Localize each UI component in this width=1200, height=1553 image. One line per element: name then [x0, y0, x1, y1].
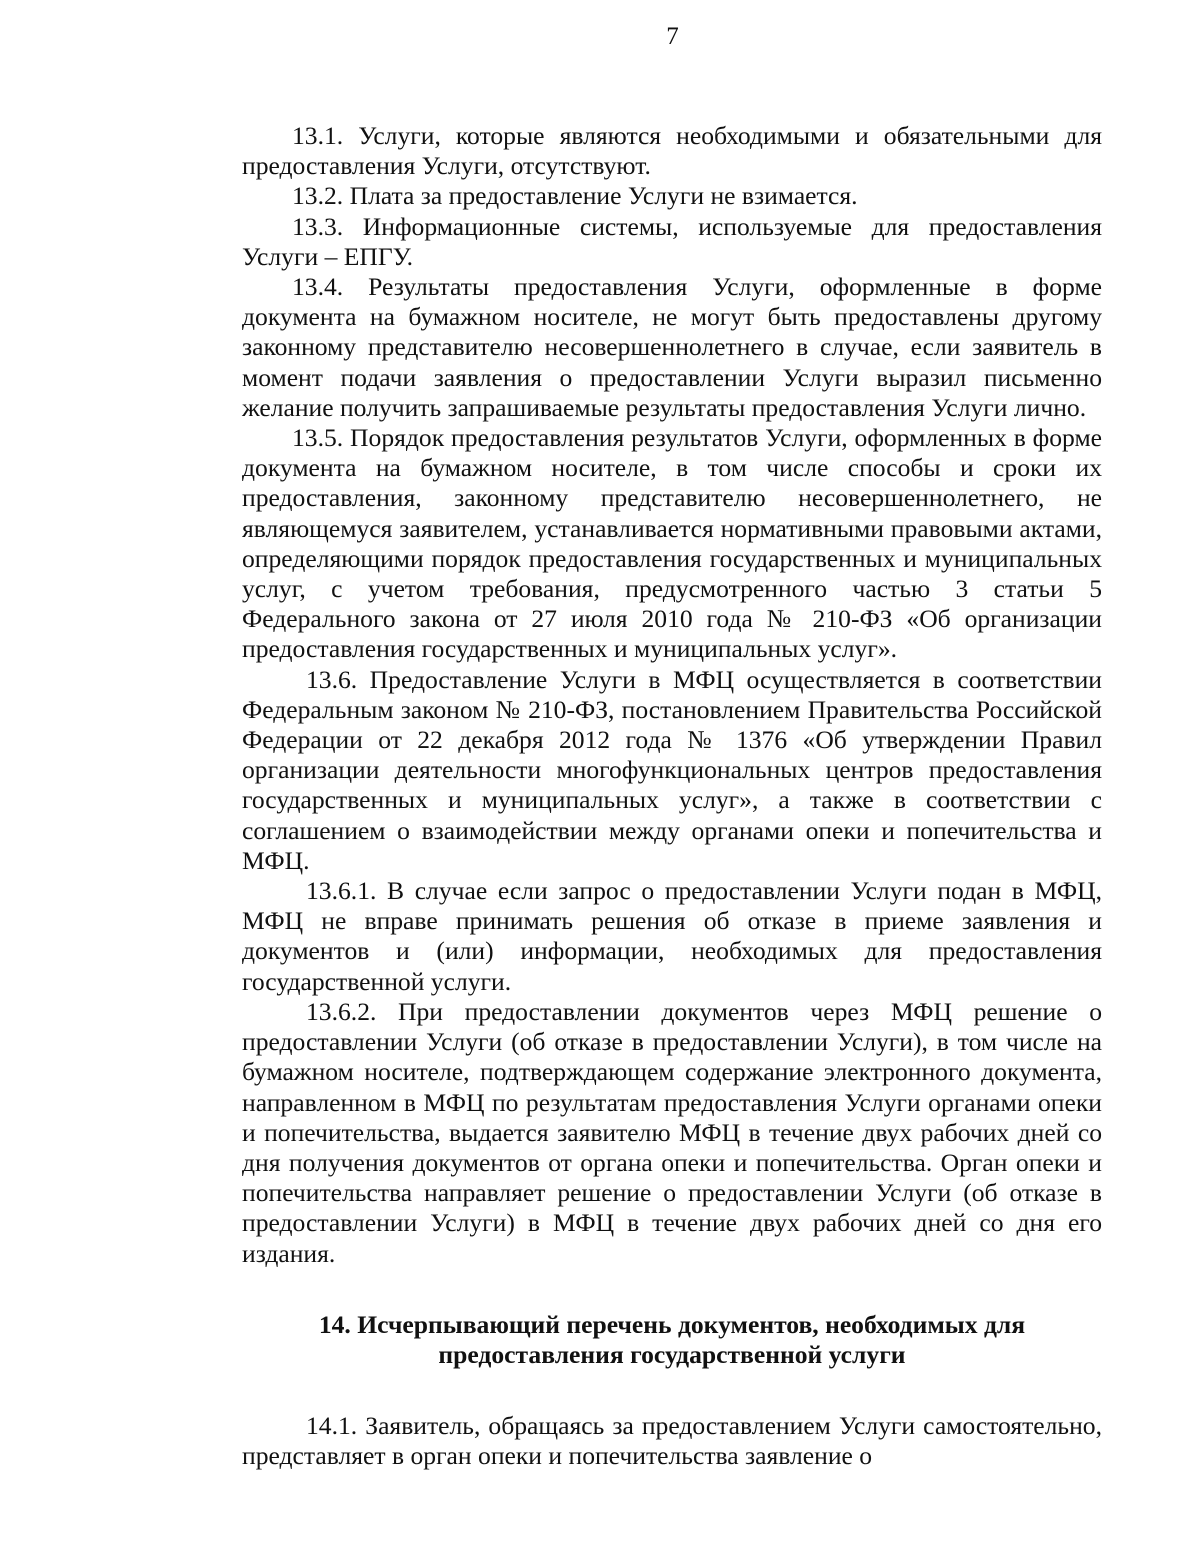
- heading-line-1: 14. Исчерпывающий перечень документов, необходимых для: [318, 1309, 1026, 1339]
- paragraph-13-6-2: 13.6.2. При предоставлении документов через МФЦ решение о предоставлении Услуги (об отказе в предоставлении Услуги), в том числе на бумажном носителе, подтверждающем содержание электронного документа, направленном в МФЦ по результатам предоставления Услуги органами опеки и попечительства, выдается заявителю МФЦ в течение двух рабочих дней со дня получения документов от органа опеки и попечительства. Орган опеки и попечительства направляет решение о предоставлении Услуги (об отказе в предоставлении Услуги) в МФЦ в течение двух рабочих дней со дня его издания.: [242, 996, 1102, 1268]
- paragraph-14-1: 14.1. Заявитель, обращаясь за предоставлением Услуги самостоятельно, представляет в орган опеки и попечительства заявление о: [242, 1411, 1102, 1471]
- page-number: 7: [666, 23, 679, 50]
- document-body: [242, 121, 1102, 1472]
- paragraph-13-5: 13.5. Порядок предоставления результатов Услуги, оформленных в форме документа на бумажном носителе, в том числе способы и сроки их предоставления, законному представителю несовершеннолетнего, не являющемуся заявителем, устанавливается нормативными правовыми актами, определяющими порядок предоставления государственных и муниципальных услуг, с учетом требования, предусмотренного частью 3 статьи 5 Федерального закона от 27 июля 2010 года № 210-ФЗ «Об организации предоставления государственных и муниципальных услуг».: [242, 423, 1102, 664]
- paragraph-13-6: 13.6. Предоставление Услуги в МФЦ осуществляется в соответствии Федеральным законом № 210-ФЗ, постановлением Правительства Российской Федерации от 22 декабря 2012 года № 1376 «Об утверждении Правил организации деятельности многофункциональных центров предоставления государственных и муниципальных услуг», а также в соответствии с соглашением о взаимодействии между органами опеки и попечительства и МФЦ.: [242, 664, 1102, 875]
- paragraph-13-4: 13.4. Результаты предоставления Услуги, оформленные в форме документа на бумажном носителе, не могут быть предоставлены другому законному представителю несовершеннолетнего в случае, если заявитель в момент подачи заявления о предоставлении Услуги выразил письменно желание получить запрашиваемые результаты предоставления Услуги лично.: [242, 272, 1102, 422]
- paragraph-13-1: 13.1. Услуги, которые являются необходимыми и обязательными для предоставления Услуги, отсутствуют.: [242, 121, 1102, 181]
- section-heading-14: [242, 1310, 1102, 1370]
- paragraph-13-6-1: 13.6.1. В случае если запрос о предоставлении Услуги подан в МФЦ, МФЦ не вправе принимать решения об отказе в приеме заявления и документов и (или) информации, необходимых для предоставления государственной услуги.: [242, 876, 1102, 996]
- heading-line-2: предоставления государственной услуги: [438, 1339, 906, 1369]
- paragraph-13-2: 13.2. Плата за предоставление Услуги не взимается.: [292, 181, 858, 211]
- paragraph-13-3: 13.3. Информационные системы, используемые для предоставления Услуги – ЕПГУ.: [242, 211, 1102, 271]
